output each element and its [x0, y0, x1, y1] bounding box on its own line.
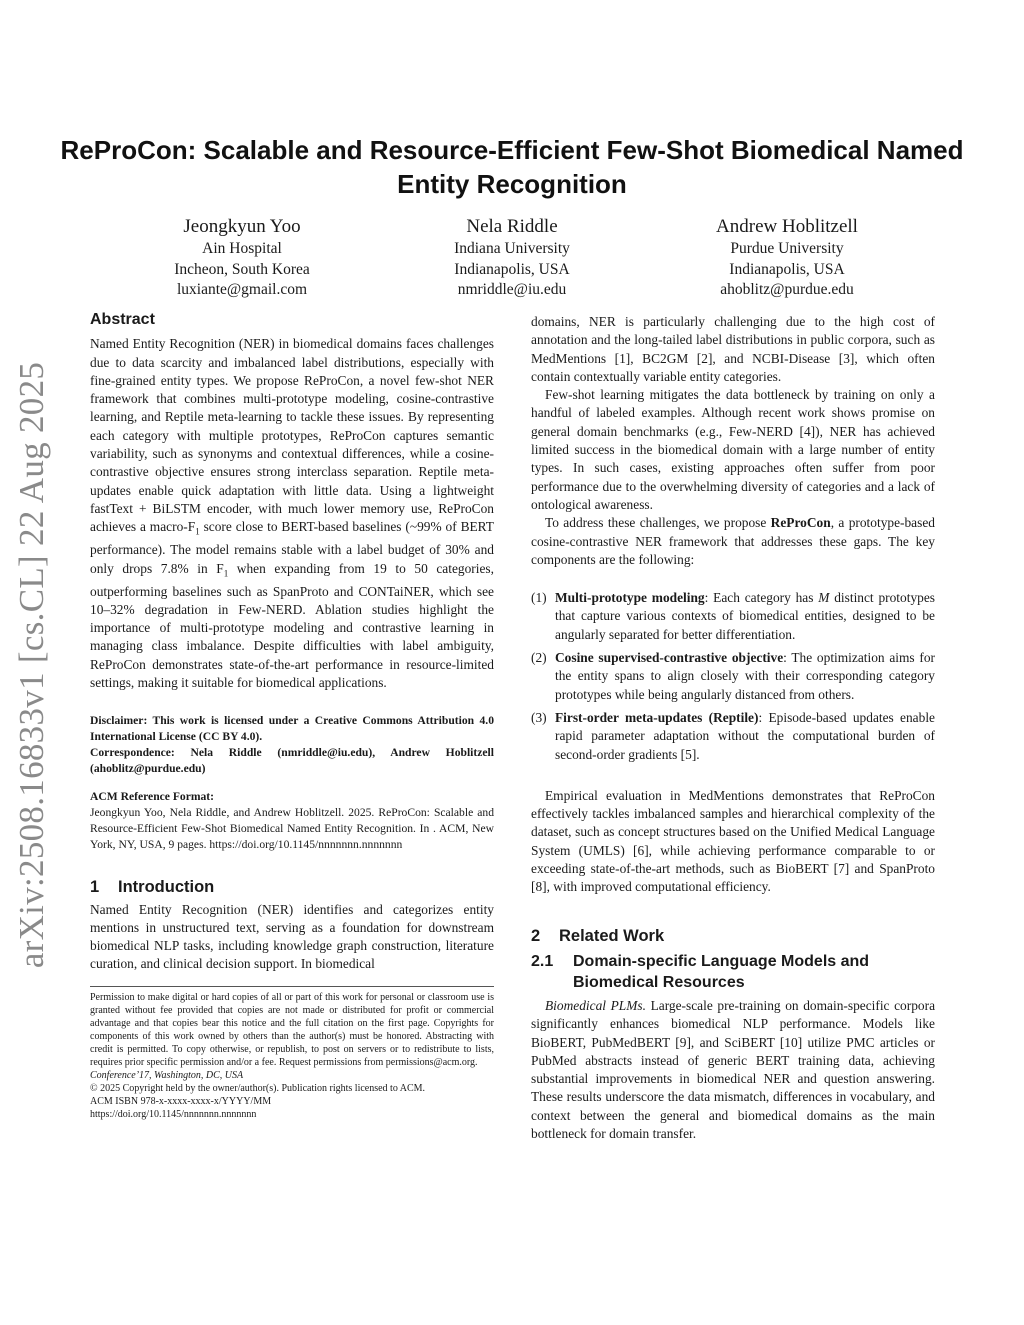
disclaimer: Disclaimer: This work is licensed under a Creative Commons Attribution 4.0 International License (CC BY 4.0).: [90, 714, 494, 744]
author-location: Indianapolis, USA: [729, 260, 845, 278]
author-name: Jeongkyun Yoo: [183, 216, 301, 237]
list-item: (2) Cosine supervised-contrastive objective: The optimization aims for the entity spans to align closely with their corresponding category prototypes while being angularly distanced from others.: [531, 650, 935, 702]
author-block-2: [377, 216, 647, 301]
body-paragraph-2: Few-shot learning mitigates the data bottleneck by training on only a handful of labeled examples. Although recent work shows promise on general domain benchmarks (e.g., Few-NERD [4]), NER has achieved limited success in the biomedical domain with a large number of entity types. In such cases, existing approaches often suffer from poor performance due to the overwhelming diversity of categories and a lack of ontological awareness.: [531, 387, 935, 512]
body-paragraph-3: To address these challenges, we propose ReProCon, a prototype-based cosine-contrastive NER framework that addresses these gaps. The key components are the following:: [531, 515, 935, 567]
author-location: Incheon, South Korea: [174, 260, 310, 278]
author-affiliation: Ain Hospital: [202, 240, 282, 257]
left-column: [90, 311, 494, 1121]
acm-isbn: ACM ISBN 978-x-xxxx-xxxx-x/YYYY/MM: [90, 1095, 272, 1107]
author-email: luxiante@gmail.com: [176, 281, 308, 298]
author-block-1: [107, 216, 377, 301]
body-paragraph-5: Biomedical PLMs. Large-scale pre-training on domain-specific corpora significantly enhances biomedical NLP performance. Models like BioBERT, PubMedBERT [9], and SciBERT [10] utilize PMC articles or PubMed abstracts instead of generic BERT training data, achieving substantial improvements in biomedical NER and question answering. These results underscore the data mismatch, differences in vocabulary, and context between the general and biomedical domains as the main bottleneck for domain transfer.: [531, 997, 936, 1141]
body-paragraph-4: Empirical evaluation in MedMentions demonstrates that ReProCon effectively tackles imbalanced samples and hierarchical complexity of the dataset, such as concept structures based on the Unified Medical Language System (UMLS) [6], while achieving performance comparable to or exceeding state-of-the-art methods, such as BioBERT [7] and SpanProto [8], with improved computational efficiency.: [531, 787, 935, 895]
intro-paragraph: Named Entity Recognition (NER) identifies and categorizes entity mentions in unstructured text, serving as a foundation for downstream biomedical NLP tasks, including knowledge graph construction, literature curation, and clinical decision support. In biomedical: [90, 901, 494, 972]
author-block-3: [652, 216, 922, 301]
author-name: Andrew Hoblitzell: [716, 216, 858, 237]
arxiv-sidebar: [12, 361, 52, 969]
permission-notice: Permission to make digital or hard copies of all or part of this work for personal or classroom use is granted without fee provided that copies are not made or distributed for profit or commercial advantage and that copies bear this notice and the full citation on the first page. Copyrights for components of this work owned by others than the author(s) must be honored. Abstracting with credit is permitted. To copy otherwise, or republish, to post on servers or to redistribute to lists, requires prior specific permission and/or a fee. Request permissions from permissions@acm.org.: [90, 991, 494, 1068]
doi-link: https://doi.org/10.1145/nnnnnnn.nnnnnnn: [90, 1108, 257, 1120]
acm-reference-heading: ACM Reference Format:: [90, 790, 215, 804]
list-item: (3) First-order meta-updates (Reptile): Episode-based updates enable rapid parameter adaptation without the computational burden of second-order gradients [5].: [531, 709, 935, 762]
acm-reference-text: Jeongkyun Yoo, Nela Riddle, and Andrew Hoblitzell. 2025. ReProCon: Scalable and Resource-Efficient Few-Shot Biomedical Named Entity Recognition. In . ACM, New York, NY, USA, 9 pages. https://doi.org/10.1145/nnnnnnn.nnnnnnn: [90, 806, 494, 852]
footnote-divider: [90, 986, 494, 987]
body-paragraph-1: domains, NER is particularly challenging due to the high cost of annotation and the long-tailed label distributions in public corpora, such as MedMentions [1], BC2GM [2], and NCBI-Disease [3], which often contain contextually variable entity categories.: [531, 314, 935, 384]
section-heading-related-work: 2 Related Work: [531, 926, 665, 945]
right-column: [531, 313, 935, 1143]
abstract-heading: Abstract: [90, 311, 155, 328]
author-affiliation: Indiana University: [454, 240, 570, 257]
conference-name: Conference’17, Washington, DC, USA: [90, 1069, 244, 1081]
paper-title: ReProCon: Scalable and Resource-Efficient Few-Shot Biomedical Named Entity Recognition: [60, 135, 964, 199]
author-affiliation: Purdue University: [730, 240, 844, 257]
author-email: ahoblitz@purdue.edu: [720, 281, 854, 298]
arxiv-id: arXiv:2508.16833v1 [cs.CL] 22 Aug 2025: [12, 361, 51, 969]
author-name: Nela Riddle: [466, 216, 558, 237]
subsection-heading: 2.1 Domain-specific Language Models and Biomedical Resources: [531, 952, 870, 991]
section-heading-introduction: 1 Introduction: [90, 878, 215, 897]
abstract-text: Named Entity Recognition (NER) in biomedical domains faces challenges due to data scarcity and imbalanced label distributions, especially with fine-grained entity types. We propose ReProCon, a novel few-shot NER framework that combines multi-prototype modeling, cosine-contrastive learning, and Reptile meta-learning to tackle these issues. By representing each category with multiple prototypes, ReProCon captures semantic variability, such as synonyms and contextual differences, while a cosine-contrastive objective ensures strong interclass separation. Reptile meta-updates enable quick adaptation with little data. Using a lightweight fastText + BiLSTM encoder, with much lower memory use, ReProCon achieves a macro-$F_1$ score close to BERT-based baselines (~99% of BERT performance). The model remains stable with a label budget of 30% and only drops 7.8% in $F_1$ when expanding from 19 to 50 categories, outperforming baselines such as SpanProto and CONTaiNER, which see 10–32% degradation in Few-NERD. Ablation studies highlight the importance of multi-prototype modeling and contrastive learning in managing class imbalance. Despite difficulties with label ambiguity, ReProCon demonstrates state-of-the-art performance in resource-limited settings, making it suitable for biomedical applications.: [90, 336, 494, 690]
key-components-list: [531, 589, 935, 764]
author-email: nmriddle@iu.edu: [457, 281, 567, 298]
list-item: (1) Multi-prototype modeling: Each category has M distinct prototypes that capture various contexts of biomedical entities, designed to be angularly separated for better differentiation.: [531, 590, 935, 642]
correspondence: Correspondence: Nela Riddle (nmriddle@iu.edu), Andrew Hoblitzell (ahoblitz@purdue.edu): [90, 746, 494, 776]
author-location: Indianapolis, USA: [454, 260, 570, 278]
copyright-notice: © 2025 Copyright held by the owner/author(s). Publication rights licensed to ACM.: [90, 1082, 426, 1094]
